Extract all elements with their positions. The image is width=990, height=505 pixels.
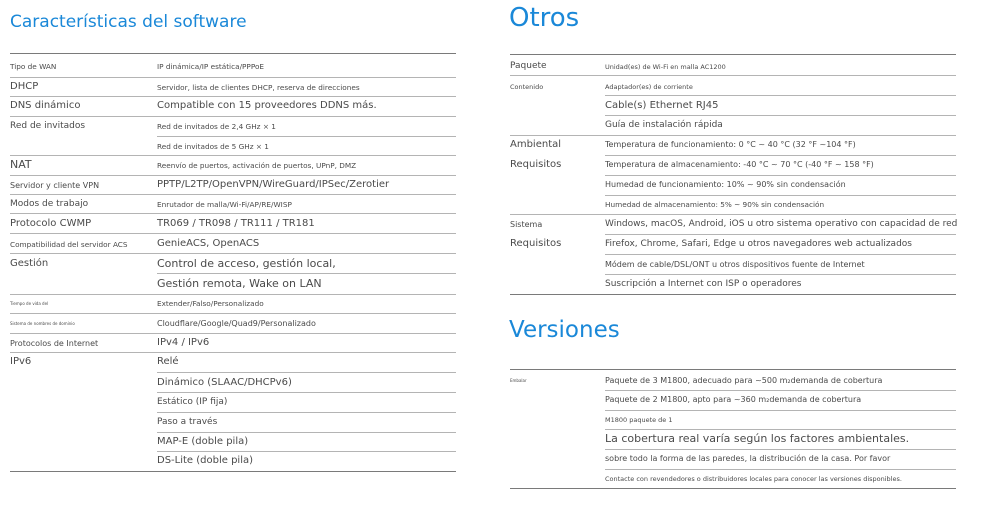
- software-value-ipv6-passthrough: Paso a través: [157, 417, 218, 427]
- software-value-guest-5ghz: Red de invitados de 5 GHz × 1: [157, 142, 269, 151]
- otros-label-env-requirements: Requisitos: [510, 159, 562, 170]
- software-value-vpn: PPTP/L2TP/OpenVPN/WireGuard/IPSec/Zerotier: [157, 179, 390, 190]
- otros-value-operating-humidity: Humedad de funcionamiento: 10% ~ 90% sin condensación: [605, 180, 846, 189]
- separator: [605, 95, 956, 96]
- otros-label-environmental: Ambiental: [510, 139, 562, 150]
- software-value-work-modes: Enrutador de malla/Wi-Fi/AP/RE/WISP: [157, 200, 292, 209]
- versiones-value-2-pack: Paquete de 2 M1800, apto para ~360 m₂demanda de cobertura: [605, 395, 862, 404]
- separator: [605, 410, 956, 411]
- versiones-value-3-pack: Paquete de 3 M1800, adecuado para ~500 m₂demanda de cobertura: [605, 376, 883, 385]
- software-value-ipv6-dynamic: Dinámico (SLAAC/DHCPv6): [157, 377, 292, 388]
- software-value-dns: Cloudflare/Google/Quad9/Personalizado: [157, 319, 316, 328]
- otros-value-subscription: Suscripción a Internet con ISP o operadores: [605, 279, 802, 289]
- versiones-bottom-rule: [510, 488, 956, 489]
- separator: [10, 313, 456, 314]
- software-value-ipv6-map-e: MAP-E (doble pila): [157, 436, 249, 447]
- software-value-dhcp: Servidor, lista de clientes DHCP, reserva de direcciones: [157, 83, 360, 92]
- separator: [605, 234, 956, 235]
- software-value-acs: GenieACS, OpenACS: [157, 238, 260, 249]
- software-label-guest-network: Red de invitados: [10, 121, 86, 131]
- separator: [157, 451, 456, 452]
- separator: [157, 372, 456, 373]
- software-label-cwmp: Protocolo CWMP: [10, 218, 92, 229]
- separator: [10, 194, 456, 195]
- otros-section-title: Otros: [509, 3, 580, 33]
- separator: [605, 429, 956, 430]
- separator: [10, 116, 456, 117]
- software-value-ipv6-static: Estático (IP fija): [157, 397, 228, 407]
- software-label-ip-protocols: Protocolos de Internet: [10, 339, 99, 348]
- separator: [10, 352, 456, 353]
- software-value-ipv6-ds-lite: DS-Lite (doble pila): [157, 455, 254, 466]
- otros-value-ethernet-cables: Cable(s) Ethernet RJ45: [605, 100, 719, 111]
- otros-top-rule: [510, 54, 956, 55]
- software-value-ttl: Extender/Falso/Personalizado: [157, 299, 264, 308]
- software-value-ddns: Compatible con 15 proveedores DDNS más.: [157, 100, 377, 111]
- separator: [510, 214, 956, 215]
- separator: [510, 135, 956, 136]
- separator: [605, 155, 956, 156]
- otros-label-sys-requirements: Requisitos: [510, 238, 562, 249]
- software-top-rule: [10, 53, 456, 54]
- separator: [605, 469, 956, 470]
- separator: [605, 449, 956, 450]
- software-label-ddns: DNS dinámico: [10, 100, 81, 111]
- software-bottom-rule: [10, 471, 456, 472]
- otros-bottom-rule: [510, 294, 956, 295]
- separator: [605, 390, 956, 391]
- software-label-management: Gestión: [10, 258, 49, 269]
- separator: [10, 233, 456, 234]
- software-label-dns: Sistema de nombres de dominio: [10, 321, 75, 326]
- otros-value-power-adapters: Adaptador(es) de corriente: [605, 83, 693, 91]
- separator: [605, 274, 956, 275]
- otros-value-storage-humidity: Humedad de almacenamiento: 5% ~ 90% sin condensación: [605, 200, 825, 209]
- separator: [605, 115, 956, 116]
- separator: [10, 253, 456, 254]
- versiones-value-walls-note: sobre todo la forma de las paredes, la distribución de la casa. Por favor: [605, 454, 891, 463]
- software-label-acs: Compatibilidad del servidor ACS: [10, 240, 128, 249]
- software-value-cwmp: TR069 / TR098 / TR111 / TR181: [157, 218, 315, 229]
- software-value-nat: Reenvío de puertos, activación de puertos, UPnP, DMZ: [157, 161, 357, 170]
- versiones-top-rule: [510, 369, 956, 370]
- software-label-dhcp: DHCP: [10, 81, 39, 92]
- separator: [10, 96, 456, 97]
- separator: [605, 195, 956, 196]
- separator: [510, 75, 956, 76]
- software-value-management-2: Gestión remota, Wake on LAN: [157, 277, 322, 290]
- separator: [10, 294, 456, 295]
- otros-value-storage-temp: Temperatura de almacenamiento: -40 °C ~ 70 °C (-40 °F ~ 158 °F): [605, 160, 874, 169]
- separator: [605, 175, 956, 176]
- versiones-value-contact-note: Contacte con revendedores o distribuidores locales para conocer las versiones disponibles.: [605, 475, 902, 483]
- separator: [157, 136, 456, 137]
- otros-value-modem: Módem de cable/DSL/ONT u otros dispositivos fuente de Internet: [605, 260, 865, 269]
- versiones-value-coverage-note: La cobertura real varía según los factores ambientales.: [605, 432, 910, 445]
- separator: [157, 432, 456, 433]
- software-value-ipv6-relay: Relé: [157, 356, 179, 367]
- versiones-label-pack: Embalar: [510, 378, 527, 383]
- separator: [157, 273, 456, 274]
- otros-value-browsers: Firefox, Chrome, Safari, Edge u otros navegadores web actualizados: [605, 239, 912, 249]
- software-value-management-1: Control de acceso, gestión local,: [157, 257, 336, 270]
- separator: [10, 333, 456, 334]
- software-label-vpn: Servidor y cliente VPN: [10, 181, 100, 190]
- separator: [157, 392, 456, 393]
- otros-label-system: Sistema: [510, 220, 543, 229]
- otros-label-contents: Contenido: [510, 83, 544, 91]
- software-label-wan-type: Tipo de WAN: [10, 62, 57, 71]
- separator: [605, 254, 956, 255]
- software-section-title: Características del software: [10, 12, 247, 32]
- otros-label-package: Paquete: [510, 61, 547, 71]
- versiones-value-1-pack: M1800 paquete de 1: [605, 416, 673, 424]
- otros-value-mesh-units: Unidad(es) de Wi-Fi en malla AC1200: [605, 63, 726, 71]
- otros-value-operating-systems: Windows, macOS, Android, iOS u otro sistema operativo con capacidad de red: [605, 219, 958, 229]
- software-label-ipv6: IPv6: [10, 356, 32, 367]
- separator: [10, 175, 456, 176]
- separator: [10, 213, 456, 214]
- software-value-wan-type: IP dinámica/IP estática/PPPoE: [157, 62, 265, 71]
- otros-value-operating-temp: Temperatura de funcionamiento: 0 °C ~ 40 °C (32 °F ~104 °F): [605, 140, 856, 149]
- software-label-ttl: Tiempo de vida del: [10, 301, 49, 306]
- software-value-guest-24ghz: Red de invitados de 2,4 GHz × 1: [157, 122, 276, 131]
- separator: [10, 155, 456, 156]
- versiones-section-title: Versiones: [509, 317, 620, 343]
- software-label-nat: NAT: [10, 158, 32, 171]
- otros-value-quick-guide: Guía de instalación rápida: [605, 120, 723, 130]
- separator: [157, 412, 456, 413]
- software-label-work-modes: Modos de trabajo: [10, 199, 89, 209]
- separator: [10, 77, 456, 78]
- software-value-ip-protocols: IPv4 / IPv6: [157, 337, 210, 348]
